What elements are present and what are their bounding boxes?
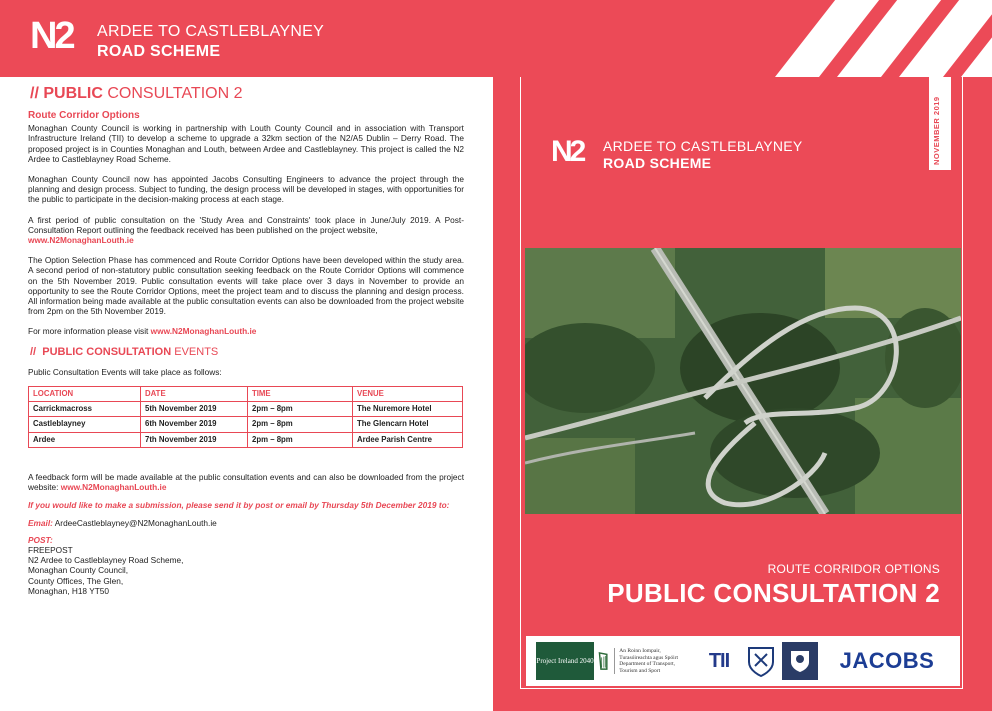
table-cell: 6th November 2019	[141, 417, 248, 432]
cover-subtitle: ROUTE CORRIDOR OPTIONS	[767, 562, 940, 576]
table-cell: 2pm – 8pm	[248, 402, 353, 417]
dept-english-name: Department of Transport, Tourism and Sport	[619, 661, 676, 674]
column-header: TIME	[248, 387, 353, 402]
column-header: DATE	[141, 387, 248, 402]
address-line: Monaghan, H18 YT50	[28, 585, 110, 596]
table-cell: 5th November 2019	[141, 402, 248, 417]
table-cell: Ardee	[29, 432, 141, 447]
monaghan-crest-icon	[789, 648, 811, 674]
table-cell: 2pm – 8pm	[248, 432, 353, 447]
header-band	[0, 0, 992, 77]
project-ireland-logo	[536, 642, 594, 680]
jacobs-paragraph: Monaghan County Council now has appointed Jacobs Consulting Engineers to advance the project through the planning and design process. Subject to funding, the design process will be developed in stages, with opportunities for the public to participate in the decision-making process at each stage.	[28, 174, 464, 205]
page-title	[30, 84, 464, 104]
more-info-line	[28, 326, 464, 336]
events-intro: Public Consultation Events will take place as follows:	[28, 366, 222, 377]
dept-irish-name: An Roinn Iompair, Turasóireachta agus Spóirt	[619, 648, 679, 661]
table-cell: 7th November 2019	[141, 432, 248, 447]
postal-address	[28, 545, 464, 596]
column-header: LOCATION	[29, 387, 141, 402]
events-heading	[30, 347, 464, 357]
aerial-interchange-image	[525, 248, 961, 514]
department-transport-logo	[598, 642, 694, 680]
jacobs-text: JACOBS	[839, 648, 935, 673]
table-cell: Carrickmacross	[29, 402, 141, 417]
address-line: County Offices, The Glen,	[28, 575, 124, 586]
title-light: CONSULTATION 2	[107, 85, 243, 102]
paragraph-text: A first period of public consultation on the 'Study Area and Constraints' took place in June/July 2019. A Post-Consultation Report outlining the feedback received has been published on the project website,	[28, 214, 464, 235]
title-prefix: //	[30, 85, 39, 102]
tii-logo	[698, 642, 740, 680]
website-link[interactable]: www.N2MonaghanLouth.ie	[150, 326, 257, 337]
first-consultation-paragraph	[28, 215, 464, 246]
aerial-photo	[525, 248, 961, 514]
n2-logo: N2	[551, 135, 584, 168]
tii-text: TII	[708, 649, 730, 672]
consultation-page	[28, 84, 464, 596]
date-tab-label: NOVEMBER 2019	[932, 96, 941, 165]
feedback-paragraph	[28, 472, 464, 492]
post-label: POST:	[28, 534, 53, 545]
column-header: VENUE	[353, 387, 463, 402]
louth-crest-icon	[747, 644, 775, 678]
n2-logo: N2	[30, 15, 73, 57]
email-label: Email:	[28, 518, 53, 529]
option-selection-paragraph: The Option Selection Phase has commenced and Route Corridor Options have been developed within the study area. A second period of non-statutory public consultation seeking feedback on the Route Corridor Options will commence on the 5th November 2019. Public consultation events will take place over 3 days in November to provide an opportunity to see the Route Corridor Options, meet the project team and to discuss the planning and design process. All information being made available at the public consultation events can also be downloaded from the project website from 2pm on the 5th November 2019.	[28, 255, 464, 317]
county-crest-logo	[744, 642, 778, 680]
cover-title-line1: ARDEE TO CASTLEBLAYNEY	[603, 138, 803, 154]
header-title-line2: ROAD SCHEME	[97, 43, 221, 60]
cover-title-line2: ROAD SCHEME	[603, 155, 712, 171]
project-ireland-text: Project Ireland 2040	[536, 656, 594, 665]
header-title-line1: ARDEE TO CASTLEBLAYNEY	[97, 23, 325, 40]
table-row	[29, 402, 463, 417]
table-cell: Ardee Parish Centre	[353, 432, 463, 447]
harp-icon	[598, 648, 608, 674]
table-cell: 2pm – 8pm	[248, 417, 353, 432]
feedback-text: A feedback form will be made available at the public consultation events and can also be downloaded from the project website:	[28, 471, 464, 493]
partner-logos-strip	[526, 636, 960, 686]
address-line: FREEPOST	[28, 544, 73, 555]
events-table	[28, 386, 463, 448]
jacobs-logo	[822, 642, 952, 680]
title-bold: PUBLIC	[43, 85, 103, 102]
email-link[interactable]: ArdeeCastleblayney@N2MonaghanLouth.ie	[54, 518, 217, 529]
monaghan-council-logo	[782, 642, 818, 680]
website-link[interactable]: www.N2MonaghanLouth.ie	[60, 482, 167, 493]
address-line: Monaghan County Council,	[28, 565, 129, 576]
events-prefix: //	[30, 345, 37, 358]
events-heading-light: EVENTS	[174, 345, 219, 358]
cover-title: PUBLIC CONSULTATION 2	[607, 578, 940, 608]
cover-scheme-title	[603, 138, 803, 172]
submission-note: If you would like to make a submission, please send it by post or email by Thursday 5th December 2019 to:	[28, 500, 450, 511]
section-subheading: Route Corridor Options	[28, 110, 140, 121]
table-cell: The Nuremore Hotel	[353, 402, 463, 417]
table-row	[29, 417, 463, 432]
intro-paragraph: Monaghan County Council is working in partnership with Louth County Council and in association with Transport Infrastructure Ireland (TII) to develop a scheme to upgrade a 32km section of the N2/A5 Dublin – Derry Road. The proposed project is in Counties Monaghan and Louth, between Ardee and Castleblayney. This project is called the N2 Ardee to Castleblayney Road Scheme.	[28, 123, 464, 164]
table-row	[29, 432, 463, 447]
table-cell: The Glencarn Hotel	[353, 417, 463, 432]
header-title	[97, 22, 324, 62]
events-heading-bold: PUBLIC CONSULTATION	[42, 345, 172, 358]
table-cell: Castleblayney	[29, 417, 141, 432]
website-link[interactable]: www.N2MonaghanLouth.ie	[28, 235, 134, 246]
address-line: N2 Ardee to Castleblayney Road Scheme,	[28, 555, 184, 566]
table-header-row	[29, 387, 463, 402]
more-info-text: For more information please visit	[28, 326, 149, 337]
email-line	[28, 518, 464, 528]
